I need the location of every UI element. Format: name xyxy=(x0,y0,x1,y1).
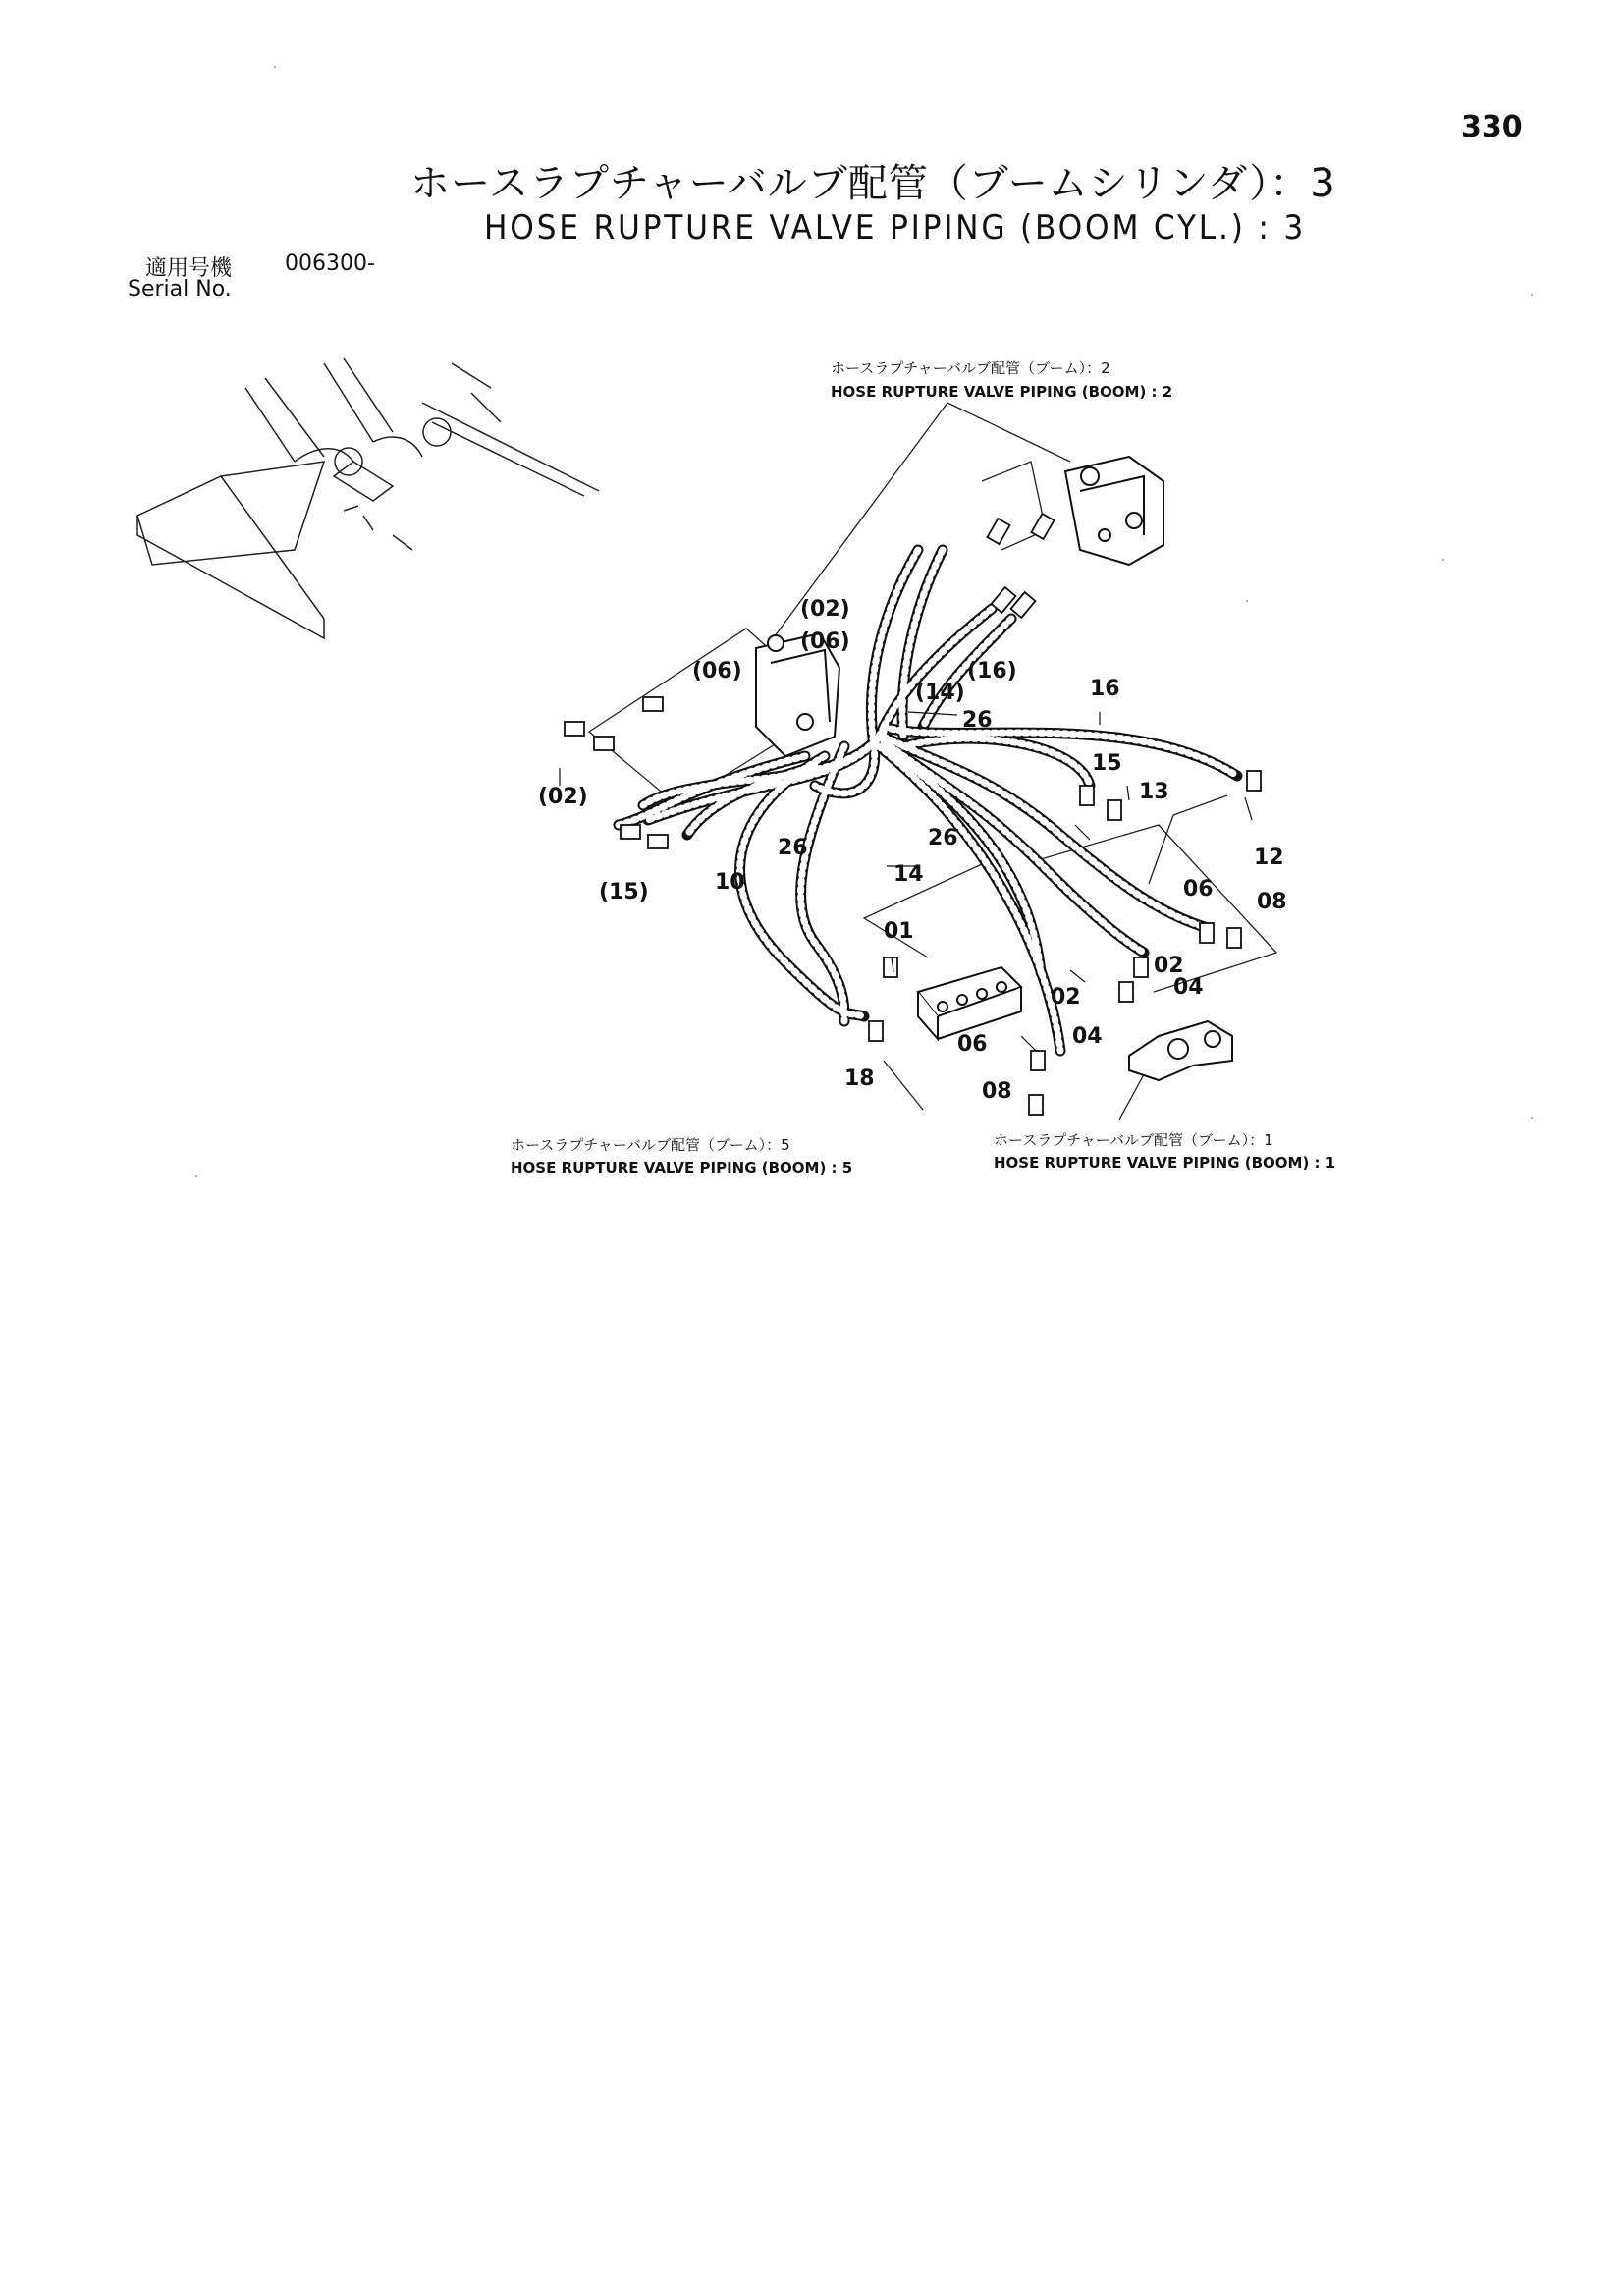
callout-label: 04 xyxy=(1072,1024,1103,1049)
ref1-label-english: HOSE RUPTURE VALVE PIPING (BOOM) : 1 xyxy=(994,1154,1336,1172)
callout-label: (15) xyxy=(599,880,649,904)
callout-label: 01 xyxy=(884,919,914,944)
bracket-valve xyxy=(1129,1021,1232,1080)
callout-label: (02) xyxy=(800,597,850,622)
callout-label: 08 xyxy=(1257,890,1287,914)
callout-label: 13 xyxy=(1139,780,1169,804)
callout-label: 12 xyxy=(1254,846,1284,870)
callout-label: 06 xyxy=(1183,877,1214,902)
serial-number-value: 006300- xyxy=(285,251,375,276)
callout-label: 08 xyxy=(982,1079,1012,1104)
serial-label-english: Serial No. xyxy=(128,277,232,301)
ref2-label-japanese: ホースラプチャーバルブ配管（ブーム）：2 xyxy=(831,359,1110,377)
callout-labels xyxy=(538,597,1287,1104)
callout-label: (02) xyxy=(538,785,588,809)
callout-label: 18 xyxy=(844,1066,875,1091)
callout-label: 04 xyxy=(1173,975,1204,1000)
callout-label: 02 xyxy=(1154,954,1184,978)
ref2-label-english: HOSE RUPTURE VALVE PIPING (BOOM) : 2 xyxy=(831,383,1173,401)
ref5-label-english: HOSE RUPTURE VALVE PIPING (BOOM) : 5 xyxy=(511,1159,853,1176)
callout-label: 26 xyxy=(928,826,958,850)
callout-label: 16 xyxy=(1090,677,1120,701)
inset-overview-sketch xyxy=(137,358,599,638)
callout-label: 14 xyxy=(893,862,924,887)
scan-specks xyxy=(195,66,1533,1177)
callout-label: 15 xyxy=(1092,751,1122,776)
callout-label: (06) xyxy=(692,659,742,683)
ref1-label-japanese: ホースラプチャーバルブ配管（ブーム）：1 xyxy=(994,1131,1273,1149)
callout-label: (06) xyxy=(800,629,850,654)
valve-block-upper-right xyxy=(1065,457,1163,565)
manifold-block xyxy=(918,967,1021,1039)
callout-label: 26 xyxy=(962,708,993,733)
callout-label: 26 xyxy=(778,836,808,860)
callout-label: (14) xyxy=(915,681,965,705)
callout-label: 06 xyxy=(957,1032,988,1057)
callout-label: (16) xyxy=(967,659,1017,683)
title-english: HOSE RUPTURE VALVE PIPING (BOOM CYL.) : 3 xyxy=(484,208,1307,247)
callout-label: 02 xyxy=(1051,985,1081,1010)
page-number: 330 xyxy=(1461,110,1523,144)
title-japanese: ホースラプチャーバルブ配管（ブームシリンダ）：3 xyxy=(410,161,1336,206)
ref5-label-japanese: ホースラプチャーバルブ配管（ブーム）：5 xyxy=(511,1136,790,1154)
callout-label: 10 xyxy=(715,870,745,895)
serial-label-japanese: 適用号機 xyxy=(145,256,233,281)
